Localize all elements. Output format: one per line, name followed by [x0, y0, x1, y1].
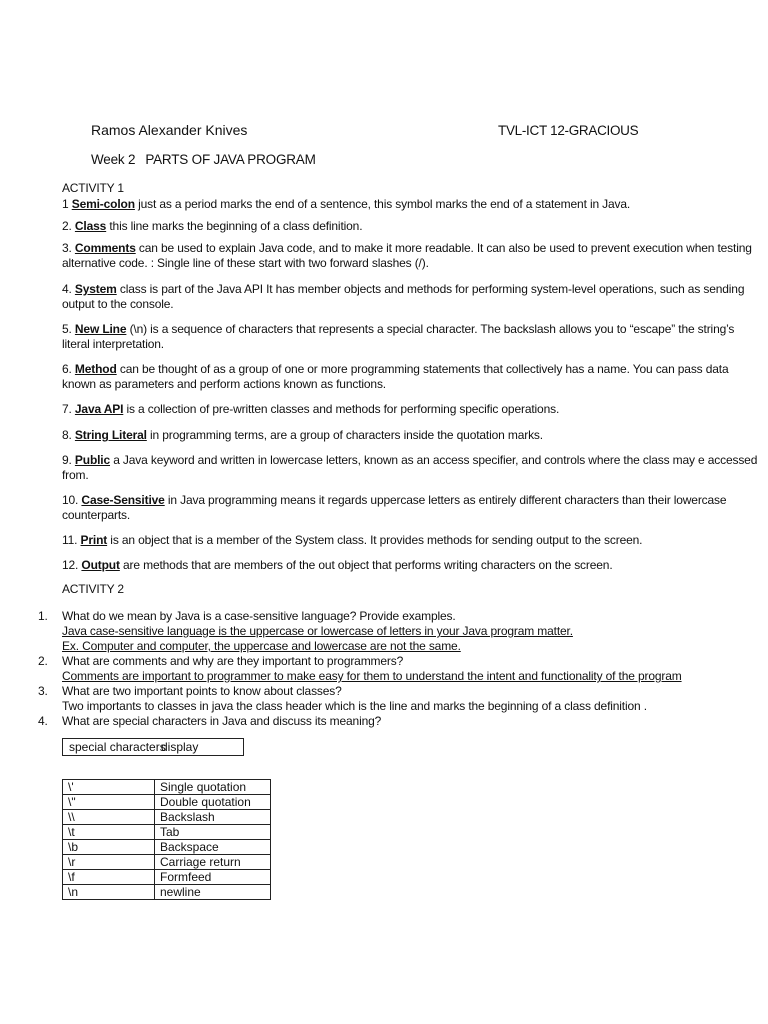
item-term: Print: [80, 533, 108, 547]
activity1-item: [62, 362, 762, 392]
item-number: 3.: [62, 241, 72, 255]
item-text: is an object that is a member of the System class. It provides methods for sending output to the screen.: [107, 533, 643, 547]
meaning-cell: newline: [155, 885, 271, 900]
item-text: can be used to explain Java code, and to make it more readable. It can also be used to prevent execution when testing alternative code. : Single line of these start with two forward slashes (/).: [62, 241, 752, 270]
header-cell-characters: special characters: [69, 740, 166, 754]
item-term: Comments: [74, 241, 136, 255]
question-text: What do we mean by Java is a case-sensitive language? Provide examples.: [62, 609, 456, 623]
special-characters-header-table: [62, 738, 244, 756]
question-item: [38, 609, 763, 654]
question-item: [38, 654, 763, 684]
item-term: Java API: [74, 402, 124, 416]
activity1-item: [62, 453, 762, 483]
question-number: 2.: [38, 654, 48, 668]
item-text: are methods that are members of the out object that performs writing characters on the screen.: [119, 558, 613, 572]
char-cell: \n: [63, 885, 155, 900]
question-number: 4.: [38, 714, 48, 728]
activity1-item: [62, 282, 762, 312]
activity1-item: [62, 402, 762, 417]
table-row: [63, 795, 271, 810]
activity1-item: [62, 493, 762, 523]
activity1-item: [62, 428, 762, 443]
lesson-title: PARTS OF JAVA PROGRAM: [145, 152, 316, 167]
meaning-cell: Single quotation: [155, 780, 271, 795]
meaning-cell: Double quotation: [155, 795, 271, 810]
item-text: class is part of the Java API It has member objects and methods for performing system-level operations, such as sending output to the console.: [62, 282, 745, 311]
student-name: Ramos Alexander Knives: [91, 122, 248, 138]
item-term: Class: [74, 219, 107, 233]
meaning-cell: Formfeed: [155, 870, 271, 885]
item-text: a Java keyword and written in lowercase letters, known as an access specifier, and controls where the class may e accessed from.: [62, 453, 758, 482]
meaning-cell: Tab: [155, 825, 271, 840]
table-row: [63, 870, 271, 885]
table-row: [63, 885, 271, 900]
item-text: can be thought of as a group of one or more programming statements that collectively has a name. You can pass data known as parameters and perform actions known as functions.: [62, 362, 729, 391]
activity1-item: [62, 241, 762, 271]
char-cell: \\: [63, 810, 155, 825]
table-row: [63, 840, 271, 855]
question-text: What are two important points to know about classes?: [62, 684, 342, 698]
meaning-cell: Carriage return: [155, 855, 271, 870]
item-text: just as a period marks the end of a sentence, this symbol marks the end of a statement in Java.: [134, 197, 631, 211]
item-number: 5.: [62, 322, 72, 336]
item-term: New Line: [74, 322, 127, 336]
activity1-item: [62, 533, 762, 548]
item-text: in Java programming means it regards uppercase letters as entirely different characters than their lowercase counterparts.: [62, 493, 727, 522]
item-term: Semi-colon: [71, 197, 135, 211]
item-number: 11.: [62, 533, 78, 547]
activity1-item: [62, 558, 762, 573]
answer-text: Two importants to classes in java the class header which is the line and marks the beginning of a class definition .: [62, 699, 647, 713]
table-row: [63, 810, 271, 825]
activity1-item: [62, 219, 762, 234]
table-row: [63, 780, 271, 795]
answer-text: Comments are important to programmer to make easy for them to understand the intent and functionality of the program: [62, 669, 682, 683]
question-item: [38, 714, 763, 729]
item-term: Case-Sensitive: [81, 493, 165, 507]
item-number: 1: [62, 197, 69, 211]
item-number: 2.: [62, 219, 72, 233]
char-cell: \': [63, 780, 155, 795]
item-term: Output: [81, 558, 120, 572]
char-cell: \b: [63, 840, 155, 855]
item-number: 12.: [62, 558, 79, 572]
table-row: [63, 855, 271, 870]
item-text: this line marks the beginning of a class definition.: [106, 219, 363, 233]
meaning-cell: Backspace: [155, 840, 271, 855]
lesson-heading: [91, 152, 316, 167]
item-text: in programming terms, are a group of characters inside the quotation marks.: [146, 428, 543, 442]
activity1-item: [62, 322, 762, 352]
question-text: What are special characters in Java and discuss its meaning?: [62, 714, 382, 728]
char-cell: \t: [63, 825, 155, 840]
activity2-heading: ACTIVITY 2: [62, 582, 124, 596]
question-item: [38, 684, 763, 714]
answer-text: Ex. Computer and computer, the uppercase and lowercase are not the same.: [62, 639, 461, 653]
item-term: Method: [74, 362, 117, 376]
item-number: 8.: [62, 428, 72, 442]
item-number: 10.: [62, 493, 79, 507]
answer-text: Java case-sensitive language is the uppercase or lowercase of letters in your Java program matter.: [62, 624, 573, 638]
activity1-heading: ACTIVITY 1: [62, 181, 124, 195]
table-row: [63, 825, 271, 840]
item-text: (\n) is a sequence of characters that represents a special character. The backslash allows you to “escape” the string’s literal interpretation.: [62, 322, 735, 351]
question-number: 1.: [38, 609, 48, 623]
question-list: [38, 609, 763, 729]
item-term: String Literal: [74, 428, 147, 442]
char-cell: \": [63, 795, 155, 810]
item-number: 6.: [62, 362, 72, 376]
char-cell: \f: [63, 870, 155, 885]
item-number: 9.: [62, 453, 72, 467]
char-cell: \r: [63, 855, 155, 870]
item-number: 4.: [62, 282, 72, 296]
header-cell-display: display: [161, 740, 199, 754]
item-text: is a collection of pre-written classes and methods for performing specific operations.: [123, 402, 560, 416]
item-number: 7.: [62, 402, 72, 416]
meaning-cell: Backslash: [155, 810, 271, 825]
question-number: 3.: [38, 684, 48, 698]
class-section: TVL-ICT 12-GRACIOUS: [498, 123, 639, 138]
item-term: System: [74, 282, 117, 296]
week-label: Week 2: [91, 152, 136, 167]
special-characters-table: [62, 779, 271, 900]
question-text: What are comments and why are they important to programmers?: [62, 654, 404, 668]
activity1-item: [62, 197, 762, 212]
item-term: Public: [74, 453, 111, 467]
